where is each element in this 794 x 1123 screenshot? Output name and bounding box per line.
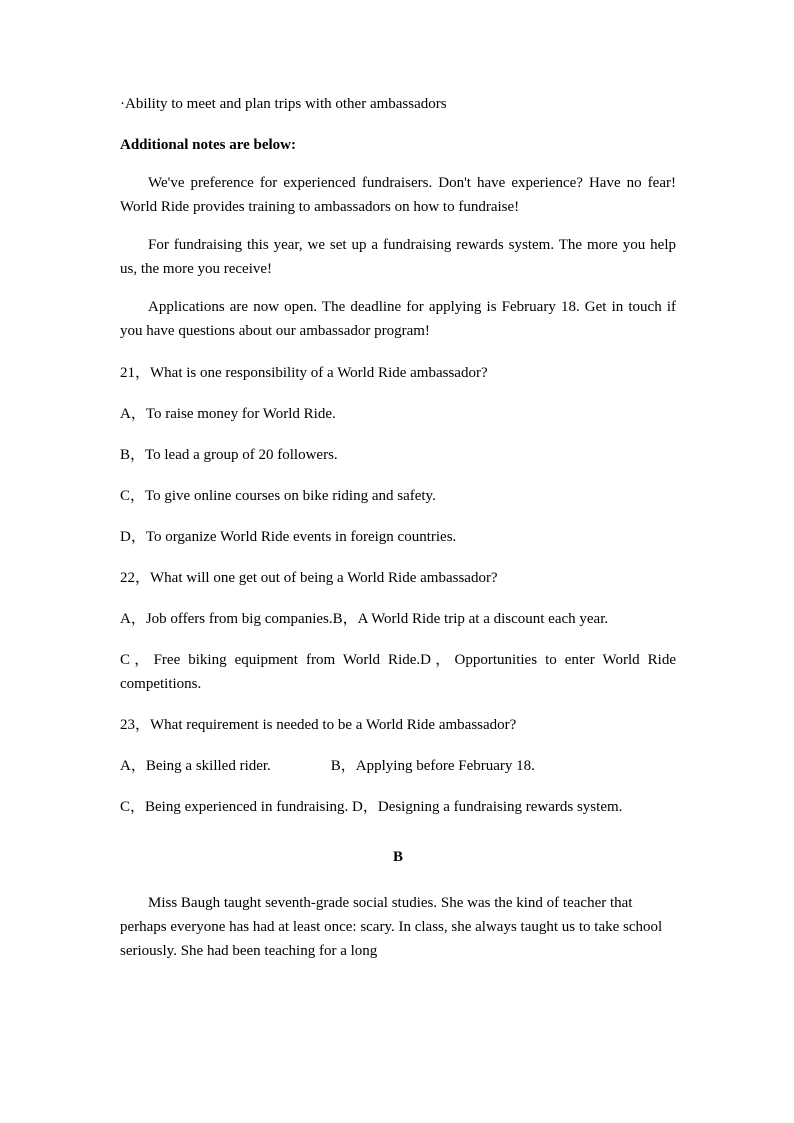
question-21-option-d[interactable]: D，To organize World Ride events in foreign countries. bbox=[120, 529, 457, 545]
spacer bbox=[120, 157, 676, 171]
spacer bbox=[120, 116, 676, 133]
spacer bbox=[120, 590, 676, 607]
additional-notes-heading: Additional notes are below: bbox=[120, 137, 296, 153]
spacer bbox=[120, 385, 676, 402]
spacer bbox=[120, 549, 676, 566]
question-23-stem: 23，What requirement is needed to be a World Ride ambassador? bbox=[120, 717, 517, 733]
spacer bbox=[120, 737, 676, 754]
spacer bbox=[120, 281, 676, 295]
bullet-item-ability: ·Ability to meet and plan trips with other ambassadors bbox=[120, 96, 447, 112]
spacer bbox=[120, 631, 676, 648]
spacer bbox=[120, 508, 676, 525]
paragraph-fundraisers: We've preference for experienced fundraisers. Don't have experience? Have no fear! World Ride provides training to ambassadors on how to fundraise! bbox=[120, 175, 676, 215]
section-b-paragraph: Miss Baugh taught seventh-grade social studies. She was the kind of teacher that perhaps everyone has had at least once: scary. In class, she always taught us to take school seriously. She had been teaching for a long bbox=[120, 895, 663, 959]
spacer bbox=[120, 819, 676, 845]
spacer bbox=[120, 219, 676, 233]
question-21-option-b[interactable]: B，To lead a group of 20 followers. bbox=[120, 447, 338, 463]
question-23-options-cd[interactable]: C，Being experienced in fundraising. D，Designing a fundraising rewards system. bbox=[120, 799, 623, 815]
section-b-heading: B bbox=[392, 849, 403, 865]
spacer bbox=[120, 467, 676, 484]
question-21-stem: 21，What is one responsibility of a World Ride ambassador? bbox=[120, 365, 488, 381]
spacer bbox=[120, 343, 676, 361]
question-21-option-a[interactable]: A，To raise money for World Ride. bbox=[120, 406, 336, 422]
question-21-option-c[interactable]: C，To give online courses on bike riding and safety. bbox=[120, 488, 436, 504]
paragraph-applications-open: Applications are now open. The deadline for applying is February 18. Get in touch if you have questions about our ambassador program! bbox=[120, 299, 676, 339]
question-22-options-ab[interactable]: A，Job offers from big companies.B，A World Ride trip at a discount each year. bbox=[120, 611, 609, 627]
spacer bbox=[120, 778, 676, 795]
spacer bbox=[120, 696, 676, 713]
question-22-options-cd[interactable]: C，Free biking equipment from World Ride.D，Opportunities to enter World Ride competitions. bbox=[120, 652, 676, 692]
spacer bbox=[120, 869, 676, 891]
question-23-options-ab[interactable]: A，Being a skilled rider. B，Applying before February 18. bbox=[120, 758, 535, 774]
page-content bbox=[120, 92, 676, 963]
paragraph-rewards-system: For fundraising this year, we set up a fundraising rewards system. The more you help us, the more you receive! bbox=[120, 237, 676, 277]
question-22-stem: 22，What will one get out of being a World Ride ambassador? bbox=[120, 570, 498, 586]
spacer bbox=[120, 426, 676, 443]
